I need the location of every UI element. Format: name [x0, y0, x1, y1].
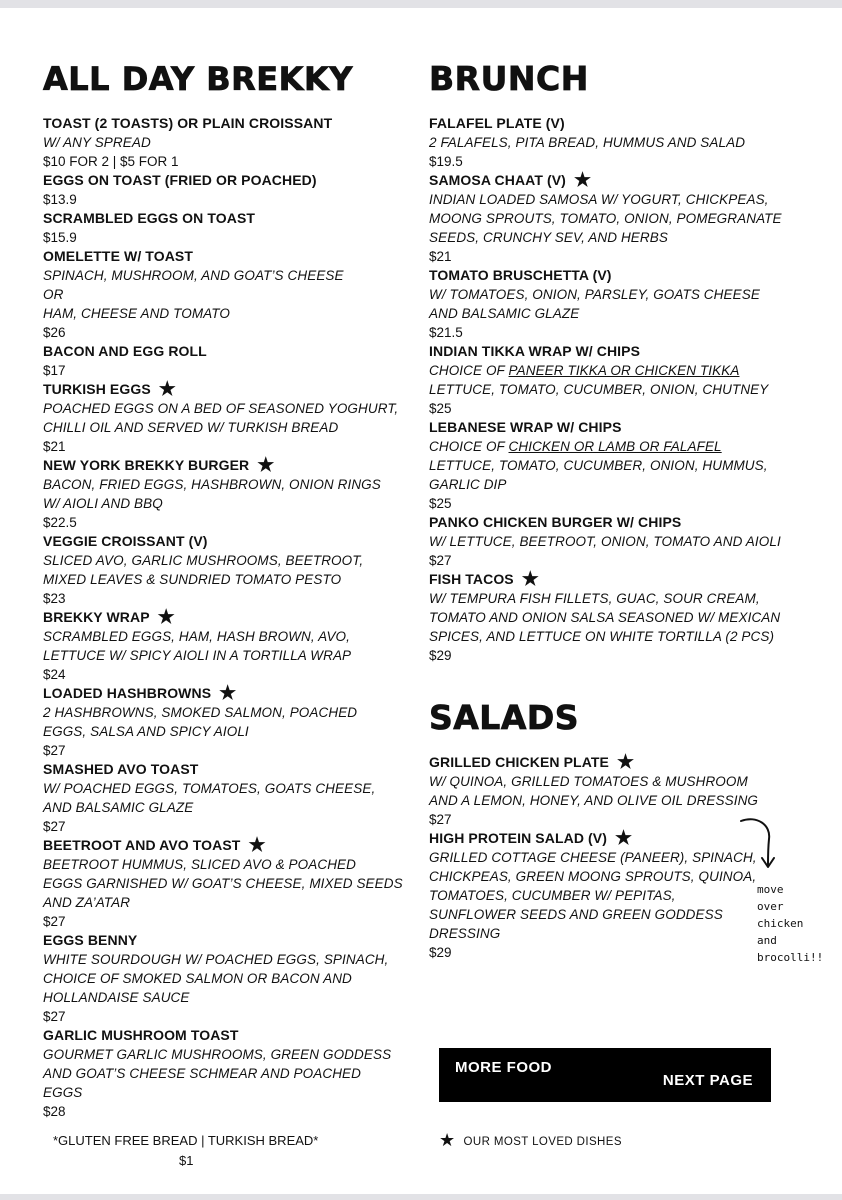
item-name: LEBANESE WRAP W/ CHIPS: [429, 419, 622, 435]
menu-item: [43, 760, 403, 836]
star-icon: ★: [257, 455, 275, 476]
item-description: W/ TEMPURA FISH FILLETS, GUAC, SOUR CREAM,: [429, 591, 760, 606]
item-description: SPICES, AND LETTUCE ON WHITE TORTILLA (2 PCS): [429, 629, 775, 644]
item-description: TOMATO AND ONION SALSA SEASONED W/ MEXICAN: [429, 610, 781, 625]
legend-text: OUR MOST LOVED DISHES: [463, 1136, 622, 1148]
item-name: FISH TACOS ★: [429, 569, 539, 590]
item-description: SLICED AVO, GARLIC MUSHROOMS, BEETROOT,: [43, 553, 364, 568]
item-name: TURKISH EGGS ★: [43, 379, 176, 400]
menu-item: [429, 570, 789, 665]
item-description: W/ LETTUCE, BEETROOT, ONION, TOMATO AND AIOLI: [429, 534, 781, 549]
item-name: BEETROOT AND AVO TOAST ★: [43, 835, 266, 856]
item-description: CHOICE OF SMOKED SALMON OR BACON AND: [43, 971, 352, 986]
item-description: AND ZA’ATAR: [43, 895, 131, 910]
menu-item: [43, 684, 403, 760]
item-description: CHILLI OIL AND SERVED W/ TURKISH BREAD: [43, 420, 339, 435]
menu-item: [43, 171, 403, 209]
item-price: $27: [429, 812, 452, 827]
item-choice: CHOICE OF PANEER TIKKA OR CHICKEN TIKKA: [429, 363, 740, 378]
bread-note: *GLUTEN FREE BREAD | TURKISH BREAD*: [53, 1133, 319, 1148]
item-name: VEGGIE CROISSANT (V): [43, 533, 208, 549]
item-description: POACHED EGGS ON A BED OF SEASONED YOGHURT,: [43, 401, 399, 416]
item-description: AND GOAT’S CHEESE SCHMEAR AND POACHED: [43, 1066, 361, 1081]
curved-arrow-icon: [735, 815, 781, 875]
item-description: GRILLED COTTAGE CHEESE (PANEER), SPINACH,: [429, 850, 757, 865]
item-description: MOONG SPROUTS, TOMATO, ONION, POMEGRANATE: [429, 211, 782, 226]
menu-item: [429, 266, 789, 342]
item-description: SCRAMBLED EGGS, HAM, HASH BROWN, AVO,: [43, 629, 351, 644]
brunch-items: [429, 114, 789, 665]
item-description: TOMATOES, CUCUMBER W/ PEPITAS,: [429, 888, 676, 903]
menu-item: [43, 1026, 403, 1121]
item-price: $24: [43, 667, 66, 682]
item-description: W/ QUINOA, GRILLED TOMATOES & MUSHROOM: [429, 774, 748, 789]
star-icon: ★: [573, 170, 592, 191]
brekky-items: [43, 114, 403, 1121]
menu-item: [429, 171, 789, 266]
item-choice: CHOICE OF CHICKEN OR LAMB OR FALAFEL: [429, 439, 722, 454]
item-description: HAM, CHEESE AND TOMATO: [43, 306, 230, 321]
item-name: GARLIC MUSHROOM TOAST: [43, 1027, 239, 1043]
handnote-line: and: [757, 934, 777, 947]
item-name: PANKO CHICKEN BURGER W/ CHIPS: [429, 514, 682, 530]
item-description: EGGS GARNISHED W/ GOAT’S CHEESE, MIXED SEEDS: [43, 876, 403, 891]
brekky-heading: ALL DAY BREKKY: [43, 60, 353, 98]
item-description: W/ AIOLI AND BBQ: [43, 496, 163, 511]
handnote-line: move: [757, 883, 784, 896]
menu-item: [429, 114, 789, 171]
more-food-banner: [439, 1048, 771, 1102]
item-price: $27: [43, 914, 66, 929]
menu-item: [43, 836, 403, 931]
item-price: $27: [43, 1009, 66, 1024]
item-description: GOURMET GARLIC MUSHROOMS, GREEN GODDESS: [43, 1047, 392, 1062]
item-description: W/ TOMATOES, ONION, PARSLEY, GOATS CHEESE: [429, 287, 760, 302]
menu-item: [43, 380, 403, 456]
item-name: TOAST (2 TOASTS) OR PLAIN CROISSANT: [43, 115, 333, 131]
star-icon: ★: [219, 683, 237, 704]
item-description: SUNFLOWER SEEDS AND GREEN GODDESS: [429, 907, 723, 922]
item-description: BACON, FRIED EGGS, HASHBROWN, ONION RINGS: [43, 477, 381, 492]
item-price: $27: [43, 819, 66, 834]
item-name: BREKKY WRAP ★: [43, 607, 175, 628]
star-icon: ★: [616, 752, 635, 773]
item-price: $21.5: [429, 325, 463, 340]
item-price: $10 FOR 2 | $5 FOR 1: [43, 154, 179, 169]
item-name: TOMATO BRUSCHETTA (V): [429, 267, 612, 283]
item-price: $28: [43, 1104, 66, 1119]
item-choice-options: PANEER TIKKA OR CHICKEN TIKKA: [508, 363, 740, 378]
item-description: INDIAN LOADED SAMOSA W/ YOGURT, CHICKPEAS,: [429, 192, 769, 207]
item-name: LOADED HASHBROWNS ★: [43, 683, 237, 704]
item-price: $27: [43, 743, 66, 758]
item-name: EGGS BENNY: [43, 932, 138, 948]
star-icon: ★: [248, 835, 266, 856]
item-description: LETTUCE, TOMATO, CUCUMBER, ONION, CHUTNEY: [429, 382, 769, 397]
item-price: $29: [429, 648, 452, 663]
item-name: NEW YORK BREKKY BURGER ★: [43, 455, 275, 476]
salads-heading: SALADS: [429, 698, 580, 737]
item-description: SEEDS, CRUNCHY SEV, AND HERBS: [429, 230, 668, 245]
item-price: $15.9: [43, 230, 77, 245]
menu-item: [43, 209, 403, 247]
item-description: LETTUCE, TOMATO, CUCUMBER, ONION, HUMMUS,: [429, 458, 768, 473]
item-description: SPINACH, MUSHROOM, AND GOAT’S CHEESE: [43, 268, 344, 283]
item-price: $19.5: [429, 154, 463, 169]
handnote-line: brocolli!!: [757, 951, 824, 964]
item-description: HOLLANDAISE SAUCE: [43, 990, 190, 1005]
menu-item: [43, 532, 403, 608]
menu-item: [43, 931, 403, 1026]
item-price: $29: [429, 945, 452, 960]
star-icon: ★: [521, 569, 539, 590]
bottom-border: [0, 1194, 842, 1200]
menu-item: [429, 342, 789, 418]
brekky-column: [43, 62, 403, 1121]
item-description: AND BALSAMIC GLAZE: [429, 306, 580, 321]
menu-item: [429, 418, 789, 513]
item-description: 2 HASHBROWNS, SMOKED SALMON, POACHED: [43, 705, 358, 720]
next-page-label: NEXT PAGE: [662, 1072, 753, 1089]
item-description: GARLIC DIP: [429, 477, 507, 492]
top-border: [0, 0, 842, 8]
menu-item: [43, 342, 403, 380]
item-price: $17: [43, 363, 66, 378]
item-name: SAMOSA CHAAT (V) ★: [429, 170, 592, 191]
item-price: $21: [43, 439, 66, 454]
item-name: INDIAN TIKKA WRAP W/ CHIPS: [429, 343, 641, 359]
item-name: BACON AND EGG ROLL: [43, 343, 207, 359]
item-description: AND BALSAMIC GLAZE: [43, 800, 194, 815]
item-price: $23: [43, 591, 66, 606]
more-food-label: MORE FOOD: [455, 1059, 552, 1076]
item-name: GRILLED CHICKEN PLATE ★: [429, 752, 635, 773]
item-price: $13.9: [43, 192, 77, 207]
handnote-line: chicken: [757, 917, 804, 930]
menu-item: [43, 456, 403, 532]
item-description: BEETROOT HUMMUS, SLICED AVO & POACHED: [43, 857, 356, 872]
menu-item: [429, 513, 789, 570]
menu-item: [43, 247, 403, 342]
item-description: W/ POACHED EGGS, TOMATOES, GOATS CHEESE,: [43, 781, 376, 796]
item-description: EGGS: [43, 1085, 83, 1100]
item-description: CHICKPEAS, GREEN MOONG SPROUTS, QUINOA,: [429, 869, 757, 884]
item-description: W/ ANY SPREAD: [43, 135, 151, 150]
item-price: $22.5: [43, 515, 77, 530]
item-price: $25: [429, 401, 452, 416]
legend: [439, 1131, 622, 1152]
star-icon: ★: [439, 1130, 456, 1150]
item-description: MIXED LEAVES & SUNDRIED TOMATO PESTO: [43, 572, 342, 587]
item-price: $25: [429, 496, 452, 511]
item-description: LETTUCE W/ SPICY AIOLI IN A TORTILLA WRAP: [43, 648, 352, 663]
item-description: AND A LEMON, HONEY, AND OLIVE OIL DRESSING: [429, 793, 759, 808]
menu-item: [43, 608, 403, 684]
item-price: $26: [43, 325, 66, 340]
item-price: $27: [429, 553, 452, 568]
item-choice-options: CHICKEN OR LAMB OR FALAFEL: [508, 439, 722, 454]
item-name: EGGS ON TOAST (FRIED OR POACHED): [43, 172, 317, 188]
handwritten-note: [757, 881, 823, 966]
item-name: OMELETTE W/ TOAST: [43, 248, 193, 264]
item-name: SMASHED AVO TOAST: [43, 761, 199, 777]
item-description: WHITE SOURDOUGH W/ POACHED EGGS, SPINACH,: [43, 952, 389, 967]
item-description: DRESSING: [429, 926, 501, 941]
item-description: 2 FALAFELS, PITA BREAD, HUMMUS AND SALAD: [429, 135, 746, 150]
star-icon: ★: [157, 607, 175, 628]
brunch-heading: BRUNCH: [429, 59, 589, 98]
item-name: HIGH PROTEIN SALAD (V) ★: [429, 828, 633, 849]
star-icon: ★: [158, 379, 176, 400]
item-price: $21: [429, 249, 452, 264]
item-name: FALAFEL PLATE (V): [429, 115, 565, 131]
handnote-line: over: [757, 900, 784, 913]
item-description: EGGS, SALSA AND SPICY AIOLI: [43, 724, 249, 739]
item-description: OR: [43, 287, 64, 302]
star-icon: ★: [614, 828, 633, 849]
bread-price: $1: [179, 1153, 194, 1168]
menu-item: [43, 114, 403, 171]
item-name: SCRAMBLED EGGS ON TOAST: [43, 210, 256, 226]
